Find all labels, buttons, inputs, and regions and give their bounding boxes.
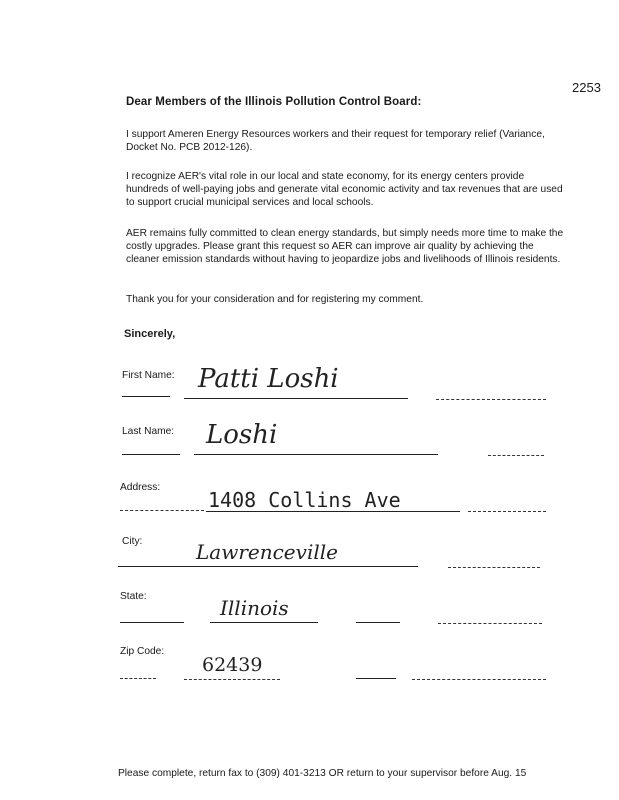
zip-line — [184, 679, 280, 680]
first-name-underline-left — [122, 396, 170, 397]
paragraph-support: I support Ameren Energy Resources workers and their request for temporary relief (Variance, Docket No. PCB 2012-126). — [126, 129, 545, 153]
page-number: 2253 — [572, 80, 601, 95]
address-label: Address: — [120, 482, 161, 493]
state-line-mid — [356, 622, 400, 623]
city-line-right — [448, 567, 540, 568]
salutation: Dear Members of the Illinois Pollution Control Board: — [126, 96, 422, 108]
zip-line-right — [412, 679, 546, 680]
first-name-line-right — [436, 399, 546, 400]
city-line — [118, 566, 418, 567]
zip-line-mid — [356, 678, 396, 679]
city-label: City: — [122, 536, 143, 547]
closing: Sincerely, — [124, 328, 176, 340]
zip-handwriting[interactable]: 62439 — [202, 654, 263, 676]
first-name-handwriting[interactable]: Patti Loshi — [198, 364, 339, 394]
state-line-right — [438, 623, 542, 624]
state-line — [210, 622, 318, 623]
paragraph-thanks: Thank you for your consideration and for registering my comment. — [126, 294, 424, 305]
last-name-label: Last Name: — [122, 426, 175, 437]
paragraph-economy: I recognize AER's vital role in our local and state economy, for its energy centers provide hundreds of well-paying jobs and generate vital economic activity and tax revenues that are used to support crucial municipal services and local schools. — [126, 171, 563, 208]
footer-instructions: Please complete, return fax to (309) 401-3213 OR return to your supervisor before Aug. 15 — [118, 768, 527, 779]
paragraph-commitment: AER remains fully committed to clean energy standards, but simply needs more time to make the costly upgrades. Please grant this request so AER can improve air quality by achieving the cleaner emission standards without having to jeopardize jobs and livelihoods of Illinois residents. — [126, 228, 564, 265]
state-underline-left — [120, 622, 184, 623]
last-name-handwriting[interactable]: Loshi — [206, 420, 278, 450]
state-handwriting[interactable]: Illinois — [220, 596, 289, 620]
address-line-right — [468, 511, 546, 512]
address-underline-left — [120, 510, 204, 511]
city-handwriting[interactable]: Lawrenceville — [196, 540, 338, 564]
state-label: State: — [120, 591, 147, 602]
address-line — [206, 511, 460, 512]
zip-label: Zip Code: — [120, 646, 165, 657]
first-name-line — [184, 398, 408, 399]
first-name-label: First Name: — [122, 370, 175, 381]
last-name-line — [194, 454, 438, 455]
last-name-underline-left — [122, 454, 180, 455]
zip-underline-left — [120, 678, 156, 679]
address-handwriting[interactable]: 1408 Collins Ave — [208, 488, 401, 512]
last-name-line-right — [488, 455, 544, 456]
